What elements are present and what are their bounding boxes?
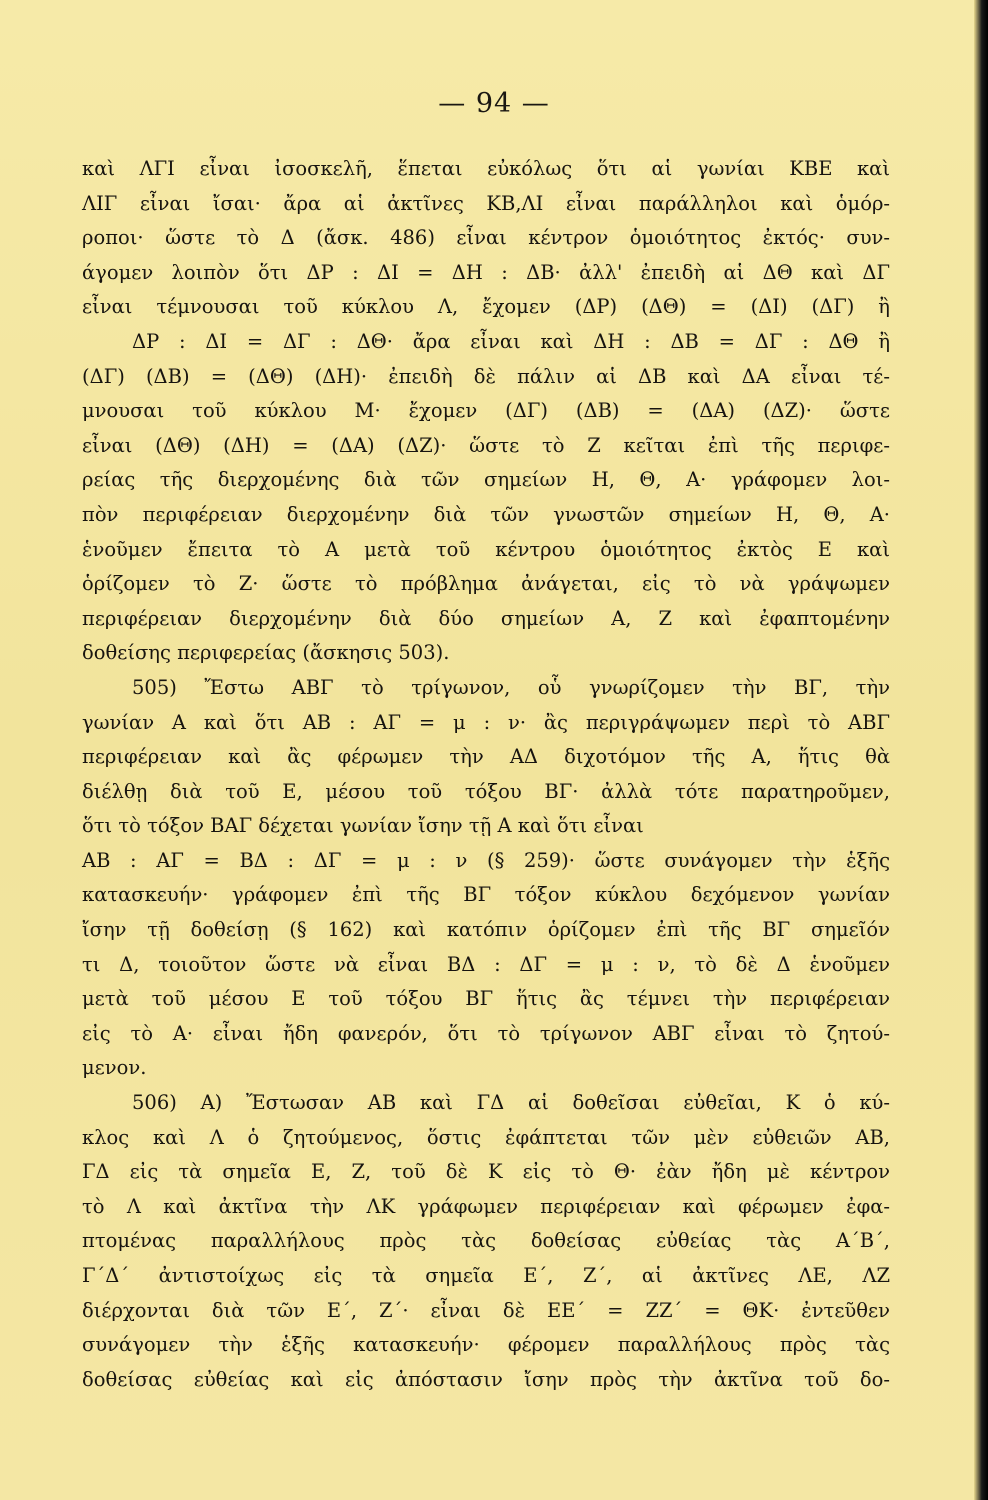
text-line: εἰς τὸ Α· εἶναι ἤδη φανερόν, ὅτι τὸ τρίγωνον ΑΒΓ εἶναι τὸ ζητού- [82, 1021, 890, 1045]
text-line: γωνίαν Α καὶ ὅτι ΑΒ : ΑΓ = μ : ν· ἂς περιγράψωμεν περὶ τὸ ΑΒΓ [82, 710, 890, 734]
text-line: δοθείσας εὐθείας καὶ εἰς ἀπόστασιν ἴσην πρὸς τὴν ἀκτῖνα τοῦ δο- [82, 1367, 890, 1391]
text-line: διέρχονται διὰ τῶν Ε΄, Ζ΄· εἶναι δὲ ΕΕ΄ = ΖΖ΄ = ΘΚ· ἐντεῦθεν [82, 1298, 890, 1322]
text-line: ἴσην τῇ δοθείσῃ (§ 162) καὶ κατόπιν ὁρίζομεν ἐπὶ τῆς ΒΓ σημεῖόν [82, 918, 890, 942]
text-line: ἑνοῦμεν ἔπειτα τὸ Α μετὰ τοῦ κέντρου ὁμοιότητος ἐκτὸς Ε καὶ [82, 537, 890, 561]
text-line: τι Δ, τοιοῦτον ὥστε νὰ εἶναι ΒΔ : ΔΓ = μ : ν, τὸ δὲ Δ ἑνοῦμεν [82, 952, 890, 976]
text-line: διέλθῃ διὰ τοῦ Ε, μέσου τοῦ τόξου ΒΓ· ἀλλὰ τότε παρατηροῦμεν, [82, 779, 890, 803]
text-line: (ΔΓ) (ΔΒ) = (ΔΘ) (ΔΗ)· ἐπειδὴ δὲ πάλιν αἱ ΔΒ καὶ ΔΑ εἶναι τέ- [82, 364, 890, 388]
text-line: πὸν περιφέρειαν διερχομένην διὰ τῶν γνωστῶν σημείων Η, Θ, Α· [82, 502, 890, 526]
text-line: τὸ Λ καὶ ἀκτῖνα τὴν ΛΚ γράφωμεν περιφέρειαν καὶ φέρωμεν ἐφα- [82, 1194, 890, 1218]
text-line: ροποι· ὥστε τὸ Δ (ἄσκ. 486) εἶναι κέντρον ὁμοιότητος ἐκτός· συν- [82, 226, 890, 250]
binding-edge [974, 0, 988, 1500]
text-line: καὶ ΛΓΙ εἶναι ἰσοσκελῆ, ἕπεται εὐκόλως ὅτι αἱ γωνίαι ΚΒΕ καὶ [82, 157, 890, 180]
text-line: μνουσαι τοῦ κύκλου Μ· ἔχομεν (ΔΓ) (ΔΒ) = (ΔΑ) (ΔΖ)· ὥστε [82, 399, 890, 423]
text-line: περιφέρειαν διερχομένην διὰ δύο σημείων Α, Ζ καὶ ἐφαπτομένην [82, 606, 890, 630]
text-line: πτομένας παραλλήλους πρὸς τὰς δοθείσας εὐθείας τὰς Α΄Β΄, [82, 1229, 890, 1253]
text-line: ΑΒ : ΑΓ = ΒΔ : ΔΓ = μ : ν (§ 259)· ὥστε συνάγομεν τὴν ἑξῆς [82, 848, 890, 872]
text-line: δοθείσης περιφερείας (ἄσκησις 503). [82, 641, 450, 665]
text-line: κατασκευήν· γράφομεν ἐπὶ τῆς ΒΓ τόξον κύκλου δεχόμενον γωνίαν [82, 883, 890, 907]
text-line: ΓΔ εἰς τὰ σημεῖα Ε, Ζ, τοῦ δὲ Κ εἰς τὸ Θ· ἐὰν ἤδη μὲ κέντρον [82, 1160, 890, 1184]
text-line: ρείας τῆς διερχομένης διὰ τῶν σημείων Η, Θ, Α· γράφομεν λοι- [82, 468, 890, 492]
text-body [82, 152, 890, 1397]
page-number: — 94 — [438, 88, 550, 119]
text-line: κλος καὶ Λ ὁ ζητούμενος, ὅστις ἐφάπτεται τῶν μὲν εὐθειῶν ΑΒ, [82, 1125, 890, 1149]
text-line: μενον. [82, 1056, 147, 1080]
text-line: Γ΄Δ΄ ἀντιστοίχως εἰς τὰ σημεῖα Ε΄, Ζ΄, αἱ ἀκτῖνες ΛΕ, ΛΖ [82, 1264, 890, 1287]
text-line: ὁρίζομεν τὸ Ζ· ὥστε τὸ πρόβλημα ἀνάγεται, εἰς τὸ νὰ γράψωμεν [82, 572, 890, 596]
text-line: ΔΡ : ΔΙ = ΔΓ : ΔΘ· ἄρα εἶναι καὶ ΔΗ : ΔΒ = ΔΓ : ΔΘ ἢ [132, 329, 890, 353]
text-line: συνάγομεν τὴν ἑξῆς κατασκευήν· φέρομεν παραλλήλους πρὸς τὰς [82, 1333, 890, 1357]
text-line: εἶναι τέμνουσαι τοῦ κύκλου Λ, ἔχομεν (ΔΡ) (ΔΘ) = (ΔΙ) (ΔΓ) ἢ [82, 295, 890, 319]
text-line: 505) Ἔστω ΑΒΓ τὸ τρίγωνον, οὗ γνωρίζομεν τὴν ΒΓ, τὴν [132, 675, 890, 699]
text-line: ὅτι τὸ τόξον ΒΑΓ δέχεται γωνίαν ἴσην τῇ Α καὶ ὅτι εἶναι [82, 814, 644, 838]
text-line: εἶναι (ΔΘ) (ΔΗ) = (ΔΑ) (ΔΖ)· ὥστε τὸ Ζ κεῖται ἐπὶ τῆς περιφε- [82, 433, 890, 457]
text-line: περιφέρειαν καὶ ἂς φέρωμεν τὴν ΑΔ διχοτόμον τῆς Α, ἥτις θὰ [82, 745, 890, 769]
text-line: μετὰ τοῦ μέσου Ε τοῦ τόξου ΒΓ ἥτις ἂς τέμνει τὴν περιφέρειαν [82, 987, 890, 1011]
text-line: άγομεν λοιπὸν ὅτι ΔΡ : ΔΙ = ΔΗ : ΔΒ· ἀλλ' ἐπειδὴ αἱ ΔΘ καὶ ΔΓ [82, 260, 890, 284]
text-line: ΛΙΓ εἶναι ἴσαι· ἄρα αἱ ἀκτῖνες ΚΒ,ΛΙ εἶναι παράλληλοι καὶ ὁμόρ- [82, 191, 890, 215]
text-line: 506) Α) Ἔστωσαν ΑΒ καὶ ΓΔ αἱ δοθεῖσαι εὐθεῖαι, Κ ὁ κύ- [132, 1091, 890, 1115]
